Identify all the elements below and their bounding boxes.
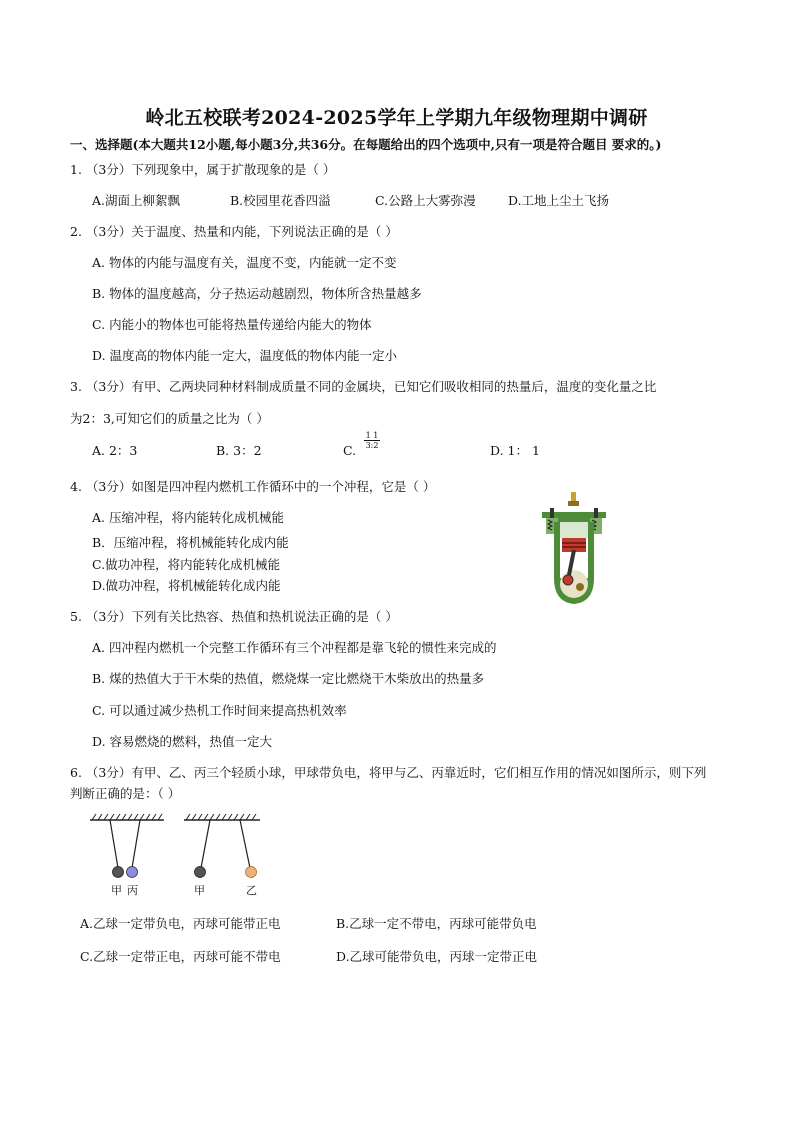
question-3-option-c-fraction: [364, 431, 380, 450]
question-4-option-b: B．压缩冲程，将机械能转化成内能: [92, 535, 289, 550]
ball-label-yi: 乙: [246, 884, 257, 897]
ball-label-jia-left: 甲: [111, 884, 122, 897]
question-4-option-c: C.做功冲程，将内能转化成机械能: [92, 557, 281, 572]
question-1-option-c: C.公路上大雾弥漫: [375, 193, 476, 208]
fraction-numerator: 1 1: [365, 431, 379, 440]
ball-label-bing: 丙: [127, 884, 138, 897]
question-3-stem-line1: 3. （3分）有甲、乙两块同种材料制成质量不同的金属块，已知它们吸收相同的热量后，温度的变化量之比: [70, 379, 657, 394]
question-3-option-b: B. 3：2: [216, 443, 262, 458]
question-3-option-a: A. 2：3: [92, 443, 138, 458]
question-6-option-b: B.乙球一定不带电，丙球可能带负电: [336, 916, 537, 931]
question-1-option-d: D.工地上尘土飞扬: [508, 193, 610, 208]
ball-jia-left-icon: [113, 867, 124, 878]
question-3-option-c-label: C.: [343, 443, 357, 458]
question-4-option-a: A. 压缩冲程，将内能转化成机械能: [92, 510, 284, 525]
question-5-option-b: B. 煤的热值大于干木柴的热值，燃烧煤一定比燃烧干木柴放出的热量多: [92, 671, 485, 686]
question-6-option-d: D.乙球可能带负电，丙球一定带正电: [336, 949, 538, 964]
question-6-option-c: C.乙球一定带正电，丙球可能不带电: [80, 949, 281, 964]
question-1-option-b: B.校园里花香四溢: [230, 193, 331, 208]
question-1-option-a: A.湖面上柳絮飘: [92, 193, 181, 208]
question-2-stem: 2. （3分）关于温度、热量和内能，下列说法正确的是（ ）: [70, 224, 398, 239]
question-4-stem: 4. （3分）如图是四冲程内燃机工作循环中的一个冲程，它是（ ）: [70, 479, 436, 494]
crank-icon: [563, 575, 573, 585]
question-2-option-a: A. 物体的内能与温度有关，温度不变，内能就一定不变: [92, 255, 397, 270]
question-5-stem: 5. （3分）下列有关比热容、热值和热机说法正确的是（ ）: [70, 609, 398, 624]
question-3-stem-line2: 为2：3,可知它们的质量之比为（ ）: [70, 411, 269, 426]
question-2-option-c: C. 内能小的物体也可能将热量传递给内能大的物体: [92, 317, 372, 332]
question-3-option-d: D. 1： 1: [490, 443, 540, 458]
question-5-option-a: A. 四冲程内燃机一个完整工作循环有三个冲程都是靠飞轮的惯性来完成的: [92, 640, 497, 655]
question-6-stem-line1: 6. （3分）有甲、乙、丙三个轻质小球，甲球带负电，将甲与乙、丙靠近时，它们相互作用的情况如图所示，则下列: [70, 765, 707, 780]
question-6-stem-line2: 判断正确的是：（ ）: [70, 786, 181, 801]
question-1-stem: 1. （3分）下列现象中，属于扩散现象的是（ ）: [70, 162, 336, 177]
spark-plug-icon: [571, 492, 576, 502]
question-5-option-d: D. 容易燃烧的燃料，热值一定大: [92, 734, 273, 749]
question-2-option-b: B. 物体的温度越高，分子热运动越剧烈，物体所含热量越多: [92, 286, 422, 301]
fraction-denominator: 3:2: [365, 441, 379, 450]
ball-bing-icon: [127, 867, 138, 878]
question-5-option-c: C. 可以通过减少热机工作时间来提高热机效率: [92, 703, 347, 718]
piston-icon: [562, 538, 586, 552]
ball-label-jia-right: 甲: [194, 884, 205, 897]
engine-diagram: [538, 490, 610, 608]
question-4-option-d: D.做功冲程，将机械能转化成内能: [92, 578, 281, 593]
section-heading: 一、选择题(本大题共12小题,每小题3分,共36分。在每题给出的四个选项中,只有一项是符合题目 要求的。): [70, 137, 662, 152]
ball-jia-right-icon: [195, 867, 206, 878]
question-2-option-d: D. 温度高的物体内能一定大，温度低的物体内能一定小: [92, 348, 398, 363]
ball-yi-icon: [246, 867, 257, 878]
page-title: 岭北五校联考2024-2025学年上学期九年级物理期中调研: [145, 107, 648, 129]
question-6-option-a: A.乙球一定带负电，丙球可能带正电: [80, 916, 281, 931]
